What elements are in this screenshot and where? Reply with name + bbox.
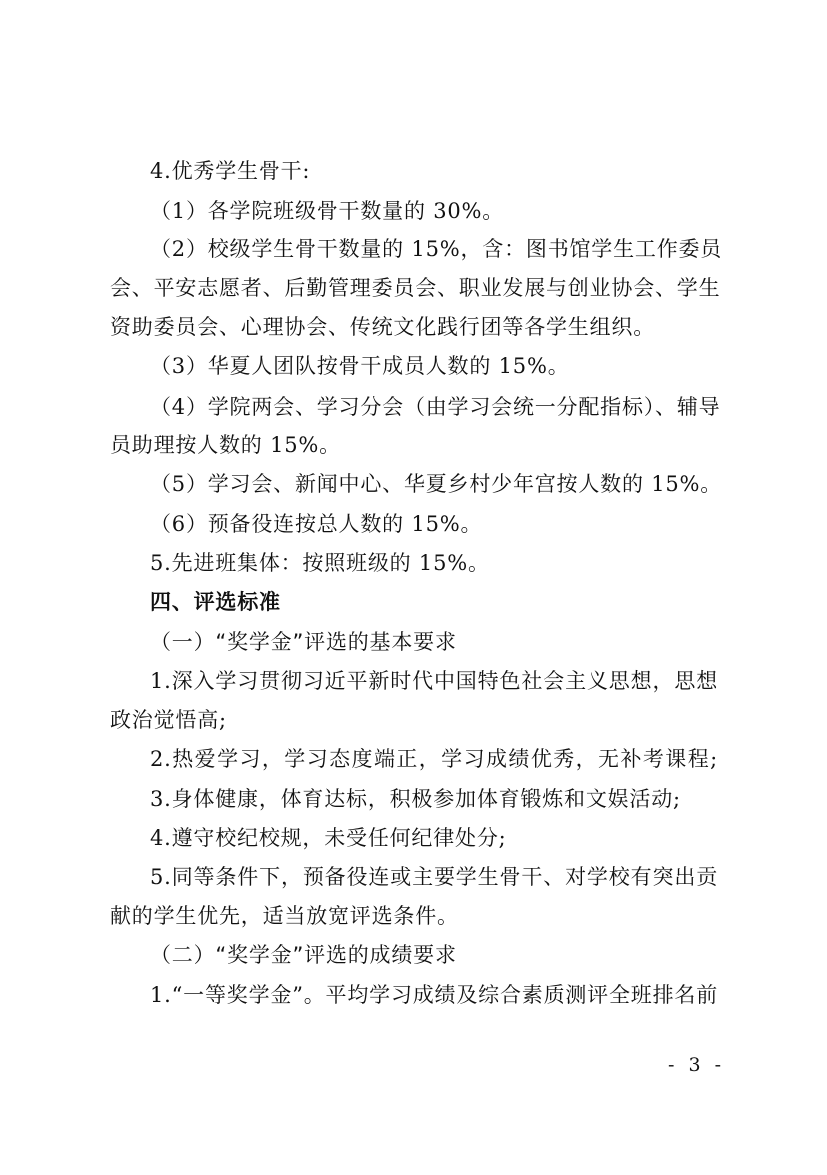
requirement-5-line-2: 献的学生优先，适当放宽评选条件。 [110, 904, 459, 928]
requirement-4: 4.遵守校纪校规，未受任何纪律处分; [150, 826, 507, 850]
cadre-rule-1: （1）各学院班级骨干数量的 30%。 [150, 199, 505, 223]
cadre-rule-2-line-1: （2）校级学生骨干数量的 15%，含：图书馆学生工作委员 [150, 237, 723, 261]
requirement-1-line-1: 1.深入学习贯彻习近平新时代中国特色社会主义思想，思想 [150, 669, 718, 693]
requirement-5-line-1: 5.同等条件下，预备役连或主要学生骨干、对学校有突出贡 [150, 865, 718, 889]
cadre-rule-4-line-2: 员助理按人数的 15%。 [110, 433, 341, 457]
item-outstanding-cadres: 4.优秀学生骨干: [150, 159, 311, 183]
item-advanced-class: 5.先进班集体：按照班级的 15%。 [150, 551, 490, 575]
page-number: - 3 - [668, 1054, 726, 1076]
cadre-rule-3: （3）华夏人团队按骨干成员人数的 15%。 [150, 354, 570, 378]
section-heading-criteria: 四、评选标准 [150, 590, 281, 614]
requirement-2: 2.热爱学习，学习态度端正，学习成绩优秀，无补考课程; [150, 747, 718, 771]
requirement-1-line-2: 政治觉悟高; [110, 708, 227, 732]
requirement-3: 3.身体健康，体育达标，积极参加体育锻炼和文娱活动; [150, 787, 681, 811]
cadre-rule-5: （5）学习会、新闻中心、华夏乡村少年宫按人数的 15%。 [150, 472, 723, 496]
subsection-heading-grade-requirements: （二）“奖学金”评选的成绩要求 [150, 943, 457, 967]
cadre-rule-4-line-1: （4）学院两会、学习分会（由学习会统一分配指标）、辅导 [150, 395, 721, 419]
cadre-rule-2-line-3: 资助委员会、心理协会、传统文化践行团等各学生组织。 [110, 315, 655, 339]
subsection-heading-basic-requirements: （一）“奖学金”评选的基本要求 [150, 630, 457, 654]
cadre-rule-6: （6）预备役连按总人数的 15%。 [150, 512, 483, 536]
grade-requirement-1: 1.“一等奖学金”。平均学习成绩及综合素质测评全班排名前 [150, 983, 718, 1007]
cadre-rule-2-line-2: 会、平安志愿者、后勤管理委员会、职业发展与创业协会、学生 [110, 276, 721, 300]
